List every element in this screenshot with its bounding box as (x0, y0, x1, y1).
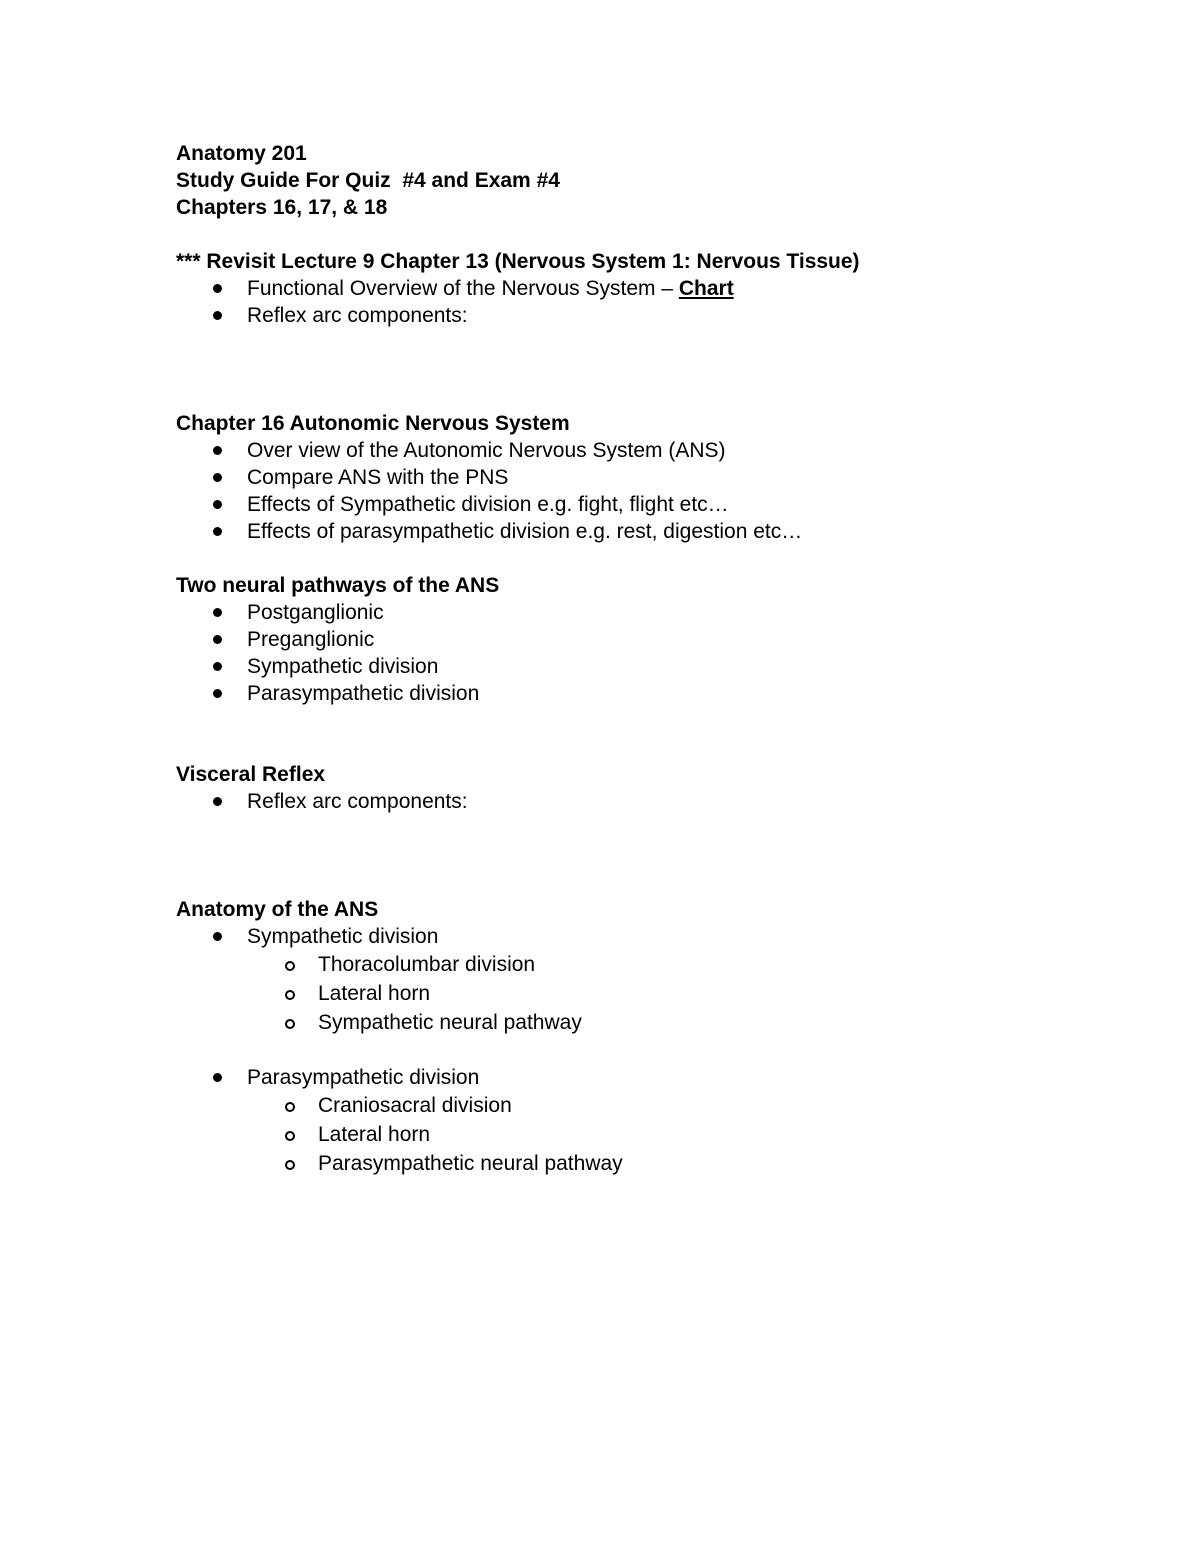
bullet-icon (213, 1073, 222, 1082)
list-item (176, 491, 1136, 518)
circle-bullet-icon (285, 990, 295, 1000)
sub-list-item-text: Thoracolumbar division (318, 953, 536, 976)
list-item-text: Effects of parasympathetic division e.g. rest, digestion etc… (247, 520, 803, 543)
chapter16-heading: Chapter 16 Autonomic Nervous System (176, 412, 570, 435)
list-item-text: Reflex arc components: (247, 304, 468, 327)
sub-list-item (247, 1008, 1136, 1037)
sub-list-item (247, 979, 1136, 1008)
revisit-heading: *** Revisit Lecture 9 Chapter 13 (Nervous System 1: Nervous Tissue) (176, 250, 860, 273)
guide-title: Study Guide For Quiz #4 and Exam #4 (176, 169, 560, 192)
list-item-text: Reflex arc components: (247, 790, 468, 813)
list-item (176, 275, 1136, 302)
list-item-text: Parasympathetic division (247, 682, 480, 705)
list-item (176, 653, 1136, 680)
circle-bullet-icon (285, 961, 295, 971)
bullet-icon (213, 662, 222, 671)
list-item-text: Postganglionic (247, 601, 384, 624)
list-item (176, 1064, 1136, 1178)
sympathetic-sublist (247, 950, 1136, 1037)
visceral-list (176, 788, 1136, 815)
bullet-icon (213, 527, 222, 536)
bullet-icon (213, 608, 222, 617)
bullet-icon (213, 500, 222, 509)
bullet-icon (213, 689, 222, 698)
list-item-text: Over view of the Autonomic Nervous System (ANS) (247, 439, 726, 462)
anatomy-heading: Anatomy of the ANS (176, 898, 379, 921)
spacer (176, 329, 1136, 410)
spacer (176, 815, 1136, 896)
chapter16-list (176, 437, 1136, 545)
sub-list-item-text: Lateral horn (318, 1123, 431, 1146)
sub-list-item-text: Lateral horn (318, 982, 431, 1005)
sub-list-item (247, 1091, 1136, 1120)
list-item (176, 464, 1136, 491)
sub-list-item-text: Craniosacral division (318, 1094, 512, 1117)
list-item-text: Sympathetic division (247, 925, 439, 948)
sub-list-item-text: Parasympathetic neural pathway (318, 1152, 623, 1175)
bullet-icon (213, 797, 222, 806)
chapters-line: Chapters 16, 17, & 18 (176, 196, 388, 219)
list-item (176, 302, 1136, 329)
circle-bullet-icon (285, 1019, 295, 1029)
spacer (176, 221, 1136, 248)
list-item (176, 626, 1136, 653)
visceral-heading: Visceral Reflex (176, 763, 326, 786)
sub-list-item (247, 1149, 1136, 1178)
bullet-icon (213, 311, 222, 320)
pathways-list (176, 599, 1136, 707)
sub-list-item-text: Sympathetic neural pathway (318, 1011, 582, 1034)
list-item (176, 680, 1136, 707)
study-guide-page (176, 140, 1136, 1178)
spacer (176, 545, 1136, 572)
bullet-icon (213, 635, 222, 644)
spacer (176, 707, 1136, 761)
sub-list-item (247, 950, 1136, 979)
bullet-icon (213, 932, 222, 941)
sub-list-item (247, 1120, 1136, 1149)
list-item (176, 788, 1136, 815)
list-item (176, 923, 1136, 1037)
list-item-text: Functional Overview of the Nervous System – (247, 277, 679, 300)
bullet-icon (213, 284, 222, 293)
parasympathetic-sublist (247, 1091, 1136, 1178)
list-item (176, 599, 1136, 626)
circle-bullet-icon (285, 1160, 295, 1170)
list-item-text: Compare ANS with the PNS (247, 466, 509, 489)
circle-bullet-icon (285, 1102, 295, 1112)
course-title: Anatomy 201 (176, 142, 307, 165)
list-item (176, 437, 1136, 464)
list-item (176, 518, 1136, 545)
list-item-text: Effects of Sympathetic division e.g. fight, flight etc… (247, 493, 729, 516)
pathways-heading: Two neural pathways of the ANS (176, 574, 500, 597)
list-item-text: Sympathetic division (247, 655, 439, 678)
list-item-text: Preganglionic (247, 628, 375, 651)
bullet-icon (213, 446, 222, 455)
list-item-text: Parasympathetic division (247, 1066, 480, 1089)
revisit-list (176, 275, 1136, 329)
anatomy-list (176, 923, 1136, 1178)
chart-link[interactable]: Chart (678, 277, 734, 300)
bullet-icon (213, 473, 222, 482)
circle-bullet-icon (285, 1131, 295, 1141)
